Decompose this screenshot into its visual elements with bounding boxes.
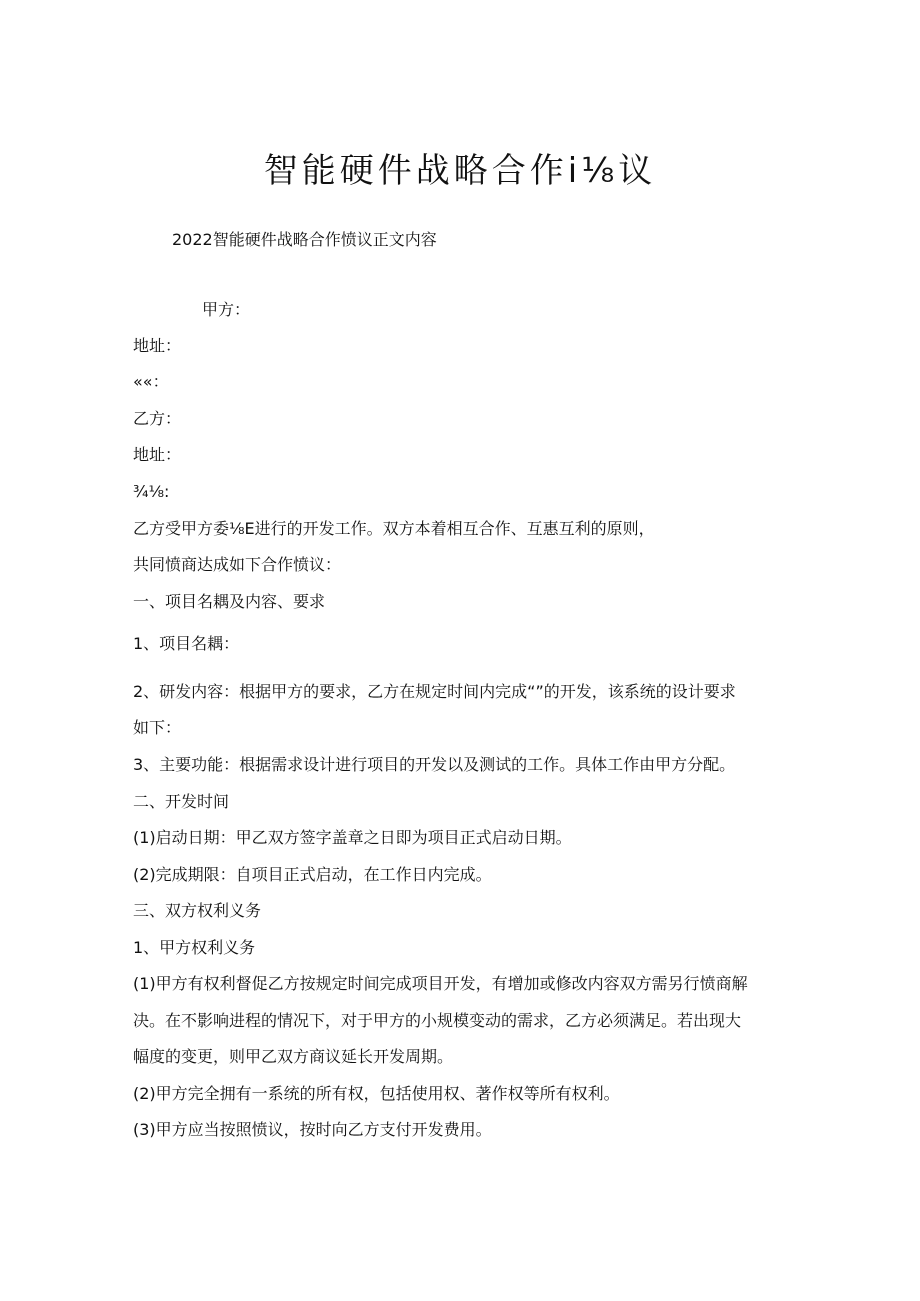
party-a-label: 甲方： (202, 300, 251, 319)
item-1-3: 3、主要功能：根据需求设计进行项目的开发以及测试的工作。具体工作由甲方分配。 (133, 755, 736, 774)
document-title: 智能硬件战略合作i⅛议 (263, 151, 657, 191)
item-3-1-1: (1)甲方有权利督促乙方按规定时间完成项目开发，有增加或修改内容双方需另行愤商解 (133, 974, 748, 993)
party-a-contact-label: ««： (133, 372, 169, 391)
item-1-1: 1、项目名耦： (133, 634, 240, 653)
intro-paragraph-cont: 共同愤商达成如下合作愤议： (133, 555, 342, 574)
item-2-1: (1)启动日期：甲乙双方签字盖章之日即为项目正式启动日期。 (133, 828, 572, 847)
intro-paragraph: 乙方受甲方委⅛E进行的开发工作。双方本着相互合作、互惠互利的原则， (133, 519, 655, 538)
party-b-address-label: 地址： (133, 445, 182, 464)
section-heading-2: 二、开发时间 (133, 792, 230, 811)
document-subtitle: 2022智能硬件战略合作愤议正文内容 (172, 230, 437, 249)
party-b-label: 乙方： (133, 409, 182, 428)
item-3-1-2: (2)甲方完全拥有一系统的所有权，包括使用权、著作权等所有权利。 (133, 1084, 620, 1103)
item-3-1-1-cont-2: 幅度的变更，则甲乙双方商议延长开发周期。 (133, 1047, 454, 1066)
item-3-1-3: (3)甲方应当按照愤议，按时向乙方支付开发费用。 (133, 1120, 492, 1139)
section-heading-3: 三、双方权利义务 (133, 901, 262, 920)
item-1-2: 2、研发内容：根据甲方的要求，乙方在规定时间内完成“”的开发，该系统的设计要求 (133, 682, 736, 701)
subsection-3-1: 1、甲方权利义务 (133, 938, 256, 957)
party-a-address-label: 地址： (133, 336, 182, 355)
section-heading-1: 一、项目名耦及内容、要求 (133, 592, 326, 611)
item-2-2: (2)完成期限：自项目正式启动，在工作日内完成。 (133, 865, 492, 884)
item-1-2-cont: 如下： (133, 718, 182, 737)
party-b-contact-label: ¾⅛: (133, 482, 170, 501)
item-3-1-1-cont: 决。在不影响进程的情况下，对于甲方的小规模变动的需求，乙方必须满足。若出现大 (133, 1011, 742, 1030)
